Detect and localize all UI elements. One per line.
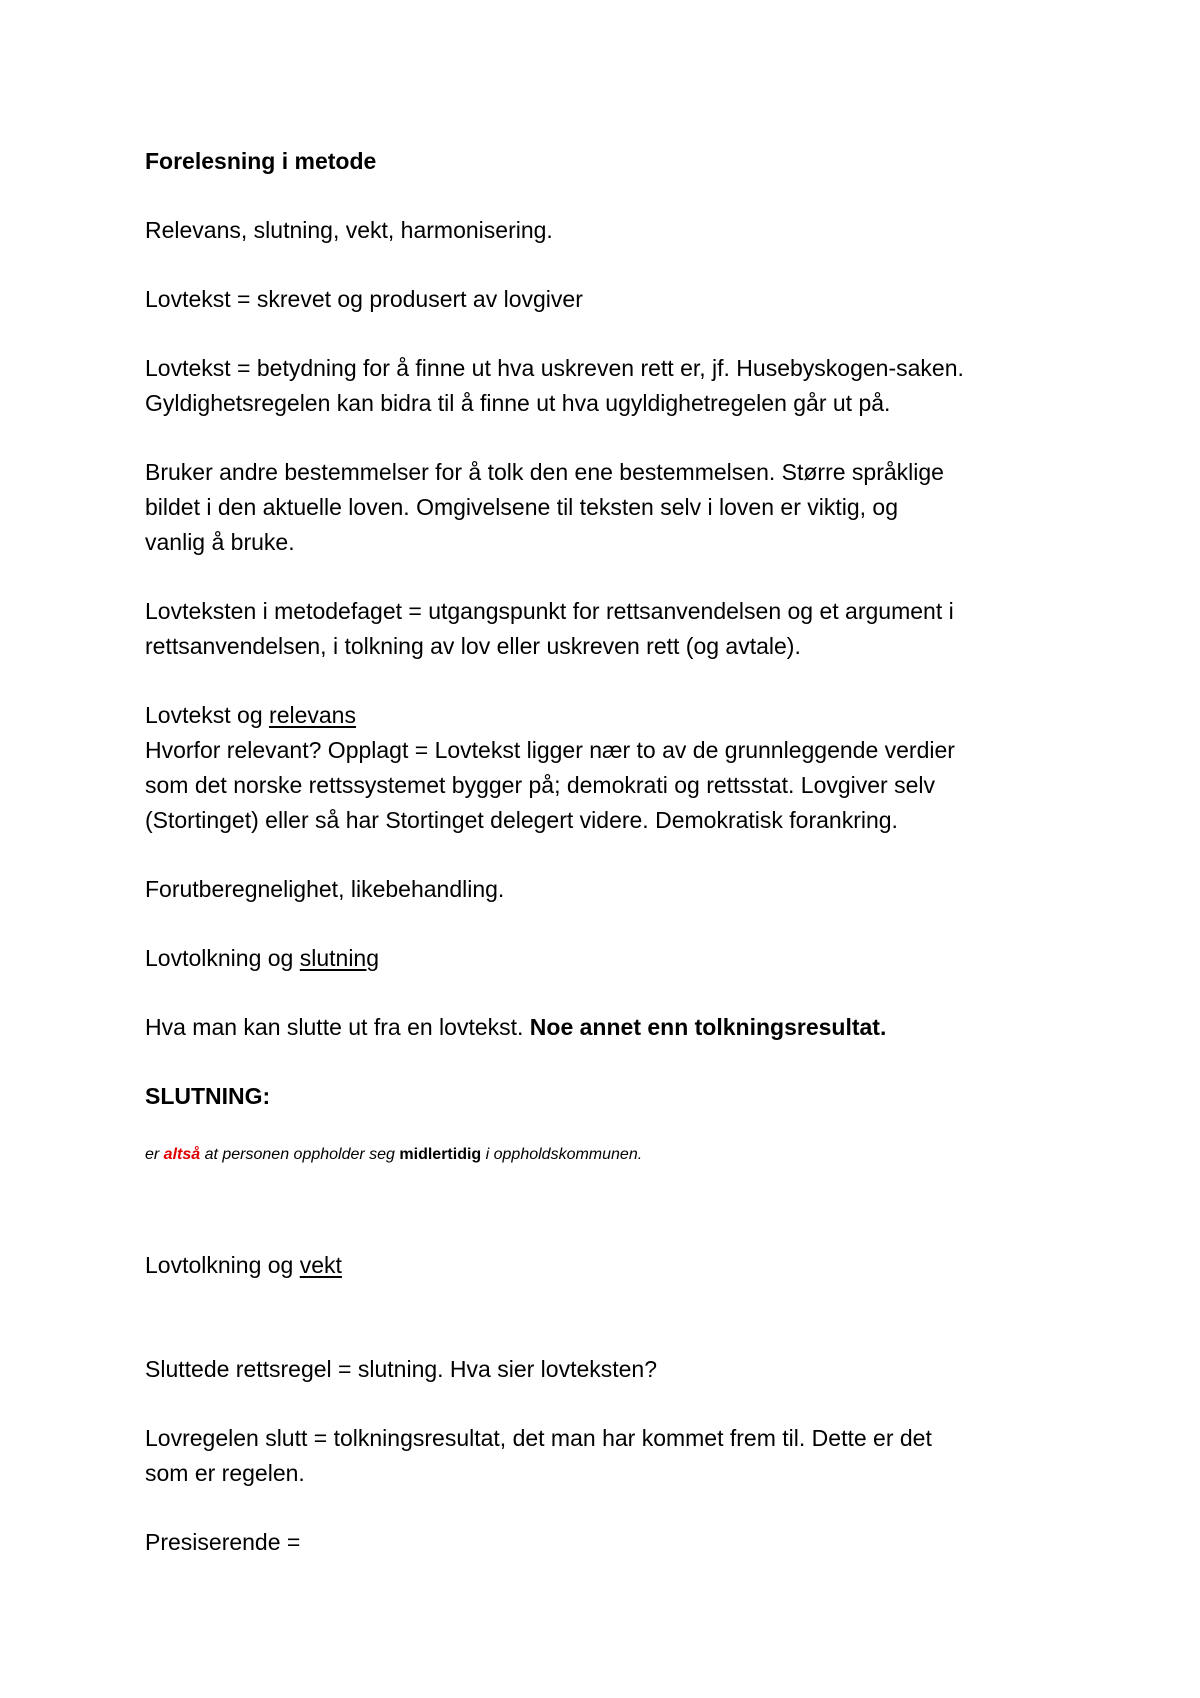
- paragraph: Lovregelen slutt = tolkningsresultat, det man har kommet frem til. Dette er det: [145, 1425, 932, 1451]
- paragraph: bildet i den aktuelle loven. Omgivelsene til teksten selv i loven er viktig, og: [145, 494, 899, 520]
- section-heading-relevans: [145, 698, 1085, 733]
- quote-text: i oppholdskommunen.: [481, 1146, 643, 1163]
- slutning-heading: SLUTNING:: [145, 1083, 271, 1109]
- heading-underlined-term: vekt: [299, 1252, 342, 1278]
- section-heading-slutning: [145, 941, 1085, 976]
- paragraph: som det norske rettssystemet bygger på; demokrati og rettsstat. Lovgiver selv: [145, 772, 936, 798]
- heading-underlined-term: relevans: [269, 702, 356, 728]
- paragraph: Sluttede rettsregel = slutning. Hva sier lovteksten?: [145, 1356, 658, 1382]
- heading-underlined-term: slutning: [299, 945, 380, 971]
- paragraph: rettsanvendelsen, i tolkning av lov eller uskreven rett (og avtale).: [145, 633, 801, 659]
- heading-prefix: Lovtolkning og: [145, 1252, 300, 1278]
- quote-snippet: [145, 1144, 1085, 1166]
- heading-prefix: Lovtekst og: [145, 702, 270, 728]
- paragraph: som er regelen.: [145, 1460, 305, 1486]
- heading-prefix: Lovtolkning og: [145, 945, 300, 971]
- paragraph: Relevans, slutning, vekt, harmonisering.: [145, 217, 553, 243]
- paragraph: Bruker andre bestemmelser for å tolk den ene bestemmelsen. Større språklige: [145, 459, 944, 485]
- paragraph: Gyldighetsregelen kan bidra til å finne ut hva ugyldighetregelen går ut på.: [145, 390, 891, 416]
- quote-text: er: [145, 1146, 164, 1163]
- paragraph: Lovteksten i metodefaget = utgangspunkt for rettsanvendelsen og et argument i: [145, 598, 954, 624]
- paragraph-bold-text: Noe annet enn tolkningsresultat.: [529, 1014, 887, 1040]
- paragraph: Hvorfor relevant? Opplagt = Lovtekst ligger nær to av de grunnleggende verdier: [145, 737, 955, 763]
- quote-bold: midlertidig: [399, 1146, 482, 1163]
- section-heading-vekt: [145, 1248, 1085, 1283]
- paragraph: Lovtekst = skrevet og produsert av lovgiver: [145, 286, 583, 312]
- paragraph-text: Hva man kan slutte ut fra en lovtekst.: [145, 1014, 530, 1040]
- paragraph: (Stortinget) eller så har Stortinget delegert videre. Demokratisk forankring.: [145, 807, 898, 833]
- paragraph: Presiserende =: [145, 1529, 301, 1555]
- paragraph: [145, 1010, 1085, 1045]
- paragraph: vanlig å bruke.: [145, 529, 295, 555]
- page-title: Forelesning i metode: [145, 148, 377, 174]
- quote-text: at personen oppholder seg: [200, 1146, 400, 1163]
- paragraph: Forutberegnelighet, likebehandling.: [145, 876, 505, 902]
- paragraph: Lovtekst = betydning for å finne ut hva uskreven rett er, jf. Husebyskogen-saken.: [145, 355, 964, 381]
- quote-highlight-red: altså: [163, 1146, 201, 1163]
